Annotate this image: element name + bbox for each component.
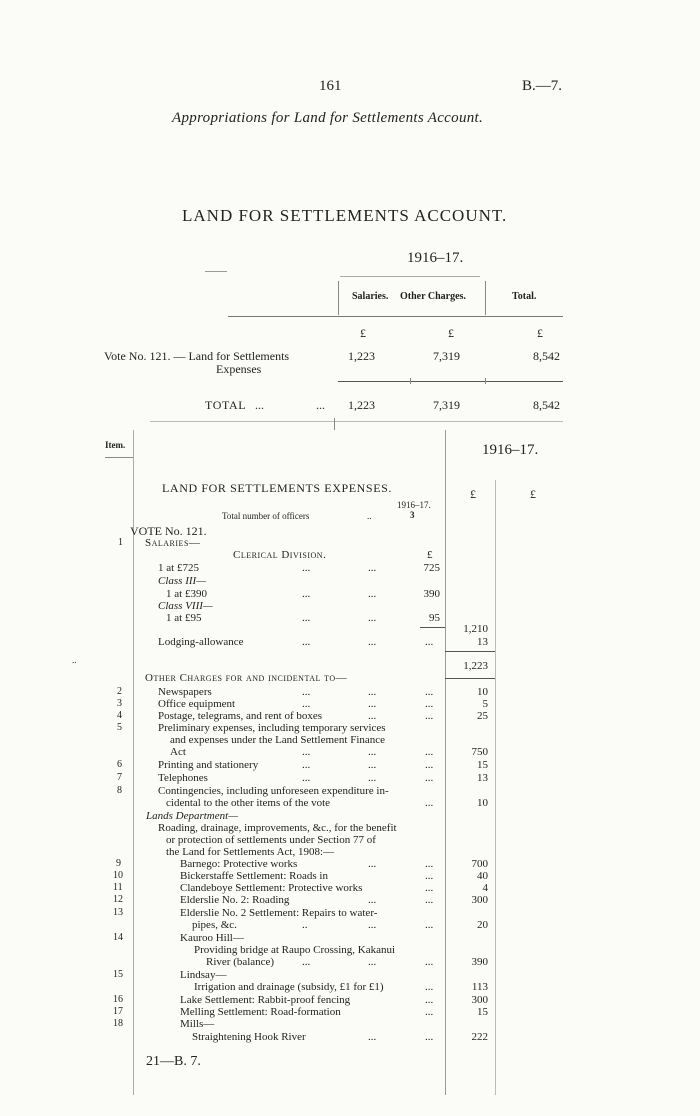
total-rule [338,381,563,382]
column-divider [338,281,339,315]
section-heading: LAND FOR SETTLEMENTS EXPENSES. [162,481,393,495]
line-item-value: 4 [482,882,488,894]
leader-dots: ... [316,398,325,412]
line-item-label: Lake Settlement: Rabbit-proof fencing [180,994,351,1006]
line-item-label-cont: Irrigation and drainage (subsidy, £1 for £1) [194,981,384,993]
line-item-value: 725 [423,562,440,574]
line-item-value: 390 [423,588,440,600]
leader-dots: ... [425,1006,434,1018]
leader-dots: ... [425,746,434,758]
leader-dots: ... [368,612,377,624]
leader-dots: ... [302,588,311,600]
line-item-label: Elderslie No. 2 Settlement: Repairs to water- [180,907,378,919]
line-item-label: Kauroo Hill— [180,932,244,944]
line-item-label: Office equipment [158,698,236,710]
line-item-label-cont: pipes, &c. [192,919,237,931]
leader-dots: ... [425,981,434,993]
class-heading: Class VIII— [158,600,213,612]
document-reference: B.—7. [522,78,563,94]
column-header-total: Total. [512,291,537,302]
currency-symbol: £ [530,487,536,501]
leader-dots: ... [425,1031,434,1043]
total-label: TOTAL [205,398,247,412]
item-number: 2 [117,686,122,697]
clerical-division-heading: Clerical Division. [233,549,327,561]
roading-heading-cont: or protection of settlements under Section 77 of [166,834,376,846]
leader-dots: ... [368,636,377,648]
leader-dots: ... [368,1031,377,1043]
department-heading: Lands Department— [146,810,238,822]
currency-symbol: £ [427,549,433,561]
currency-symbol: £ [448,326,454,340]
line-item-value: 5 [482,698,488,710]
short-rule [205,271,227,272]
officers-count: 3 [410,510,415,520]
item-number: 10 [113,870,123,881]
line-item-value: 95 [429,612,440,624]
summary-year: 1916–17. [407,250,464,266]
line-item-value: 13 [477,772,488,784]
line-item-value: 25 [477,710,488,722]
leader-dots: ... [302,746,311,758]
subtotal-rule [445,651,495,652]
leader-dots: ... [425,994,434,1006]
roading-heading-cont: the Land for Settlements Act, 1908:— [166,846,335,858]
line-item-label-cont: Providing bridge at Raupo Crossing, Kakanui [194,944,396,956]
page-subtitle: Appropriations for Land for Settlements Account. [172,110,484,126]
item-number: 9 [116,858,121,869]
item-number: 8 [117,785,122,796]
item-number: 6 [117,759,122,770]
item-number: 15 [113,969,123,980]
currency-symbol: £ [537,326,543,340]
column-divider [485,281,486,315]
amount-column-divider [445,430,446,1095]
line-item-value: 15 [477,759,488,771]
class-heading: Class III— [158,575,206,587]
line-item-label: Postage, telegrams, and rent of boxes [158,710,323,722]
line-item-label: Melling Settlement: Road-formation [180,1006,341,1018]
leader-dots: ... [368,710,377,722]
item-header-rule [105,457,133,458]
leader-dots: ... [302,698,311,710]
subtotal-rule [445,678,495,679]
leader-dots: ... [425,698,434,710]
line-item-label: 1 at £390 [166,588,207,600]
tick [410,378,411,384]
leader-dots: ... [368,759,377,771]
item-number: 14 [113,932,123,943]
vote-label: Vote No. 121. — Land for Settlements [104,349,290,363]
currency-symbol: £ [360,326,366,340]
officers-year: 1916–17. [397,500,431,510]
leader-dots: ... [368,588,377,600]
line-item-value: 300 [471,994,488,1006]
printer-signature: 21—B. 7. [146,1054,201,1069]
vote-number: VOTE No. 121. [130,524,207,538]
line-item-value: 15 [477,1006,488,1018]
leader-dots: ... [425,797,434,809]
item-number: 5 [117,722,122,733]
line-item-value: 222 [471,1031,488,1043]
vote-label-cont: Expenses [216,362,262,376]
officers-label: Total number of officers [222,511,310,521]
item-number: 16 [113,994,123,1005]
leader-dots: ... [425,894,434,906]
line-item-value: 750 [471,746,488,758]
leader-dots: ... [368,698,377,710]
item-number: 13 [113,907,123,918]
line-item-label: Lindsay— [180,969,227,981]
leader-dots: ... [425,772,434,784]
leader-dots: ... [425,636,434,648]
leader-dots: ... [302,759,311,771]
total-salaries: 1,223 [348,398,375,412]
leader-dots: ... [368,894,377,906]
item-number: 12 [113,894,123,905]
line-item-label: 1 at £95 [166,612,202,624]
leader-dots: ... [425,919,434,931]
summary-title: LAND FOR SETTLEMENTS ACCOUNT. [182,206,508,225]
leader-dots: ... [368,956,377,968]
leader-dots: .. [367,511,372,521]
leader-dots: ... [302,612,311,624]
line-item-label: Telephones [158,772,208,784]
roading-heading: Roading, drainage, improvements, &c., for the benefit [158,822,397,834]
salaries-total-value: 1,223 [463,660,488,672]
leader-dots: ... [425,882,434,894]
line-item-value: 10 [477,686,488,698]
line-item-value: 390 [471,956,488,968]
line-item-label-cont: River (balance) [206,956,275,968]
vote-total: 8,542 [533,349,560,363]
year-rule [340,276,480,277]
subtotal-rule [420,627,445,628]
line-item-label: Newspapers [158,686,212,698]
lodging-value: 13 [477,636,488,648]
total-other-charges: 7,319 [433,398,460,412]
leader-dots: ... [368,562,377,574]
detail-year: 1916–17. [482,442,539,458]
line-item-label: Preliminary expenses, including temporary services [158,722,386,734]
line-item-label: Printing and stationery [158,759,259,771]
lodging-label: Lodging-allowance [158,636,244,648]
vote-other-charges: 7,319 [433,349,460,363]
leader-dots: ... [255,398,264,412]
item-number: 18 [113,1018,123,1029]
leader-dots: ... [368,858,377,870]
line-item-label-cont: Act [170,746,186,758]
item-number: 17 [113,1006,123,1017]
item-number: 3 [117,698,122,709]
currency-symbol: £ [470,487,476,501]
table-end-rule [150,421,563,422]
page-number: 161 [319,78,342,94]
item-column-header: Item. [105,440,126,450]
line-item-label: Clandeboye Settlement: Protective works [180,882,363,894]
line-item-value: 10 [477,797,488,809]
line-item-label-cont: and expenses under the Land Settlement Finance [170,734,386,746]
vote-salaries: 1,223 [348,349,375,363]
line-item-label-cont: cidental to the other items of the vote [166,797,331,809]
leader-dots: ... [425,956,434,968]
line-item-label-cont: Straightening Hook River [192,1031,306,1043]
item-number: 4 [117,710,122,721]
column-header-other-charges: Other Charges. [400,291,466,302]
margin-mark: .. [72,655,77,665]
tick [485,378,486,384]
item-number: 7 [117,772,122,783]
leader-dots: ... [302,772,311,784]
leader-dots: ... [425,858,434,870]
header-rule [228,316,563,317]
leader-dots: ... [368,772,377,784]
line-item-value: 20 [477,919,488,931]
line-item-label: Mills— [180,1018,215,1030]
subtotal-value: 1,210 [463,623,488,635]
line-item-label: Barnego: Protective works [180,858,298,870]
total-total: 8,542 [533,398,560,412]
leader-dots: ... [368,746,377,758]
leader-dots: ... [302,562,311,574]
leader-dots: ... [302,686,311,698]
leader-dots: ... [368,919,377,931]
amount-column-divider [495,480,496,1095]
item-number: 1 [118,537,123,548]
line-item-label: Elderslie No. 2: Roading [180,894,290,906]
line-item-label: 1 at £725 [158,562,199,574]
leader-dots: .. [302,919,308,931]
leader-dots: ... [425,870,434,882]
line-item-value: 40 [477,870,488,882]
item-number: 11 [113,882,123,893]
other-charges-heading: Other Charges for and incidental to— [145,672,348,684]
leader-dots: ... [425,686,434,698]
leader-dots: ... [425,710,434,722]
line-item-label: Bickerstaffe Settlement: Roads in [180,870,328,882]
line-item-value: 700 [471,858,488,870]
line-item-value: 113 [471,981,488,993]
tick [334,418,335,430]
salaries-heading: Salaries— [145,537,201,549]
column-header-salaries: Salaries. [352,291,389,302]
line-item-label: Contingencies, including unforeseen expenditure in- [158,785,389,797]
leader-dots: ... [302,636,311,648]
line-item-value: 300 [471,894,488,906]
leader-dots: ... [368,686,377,698]
leader-dots: ... [302,956,311,968]
leader-dots: ... [425,759,434,771]
